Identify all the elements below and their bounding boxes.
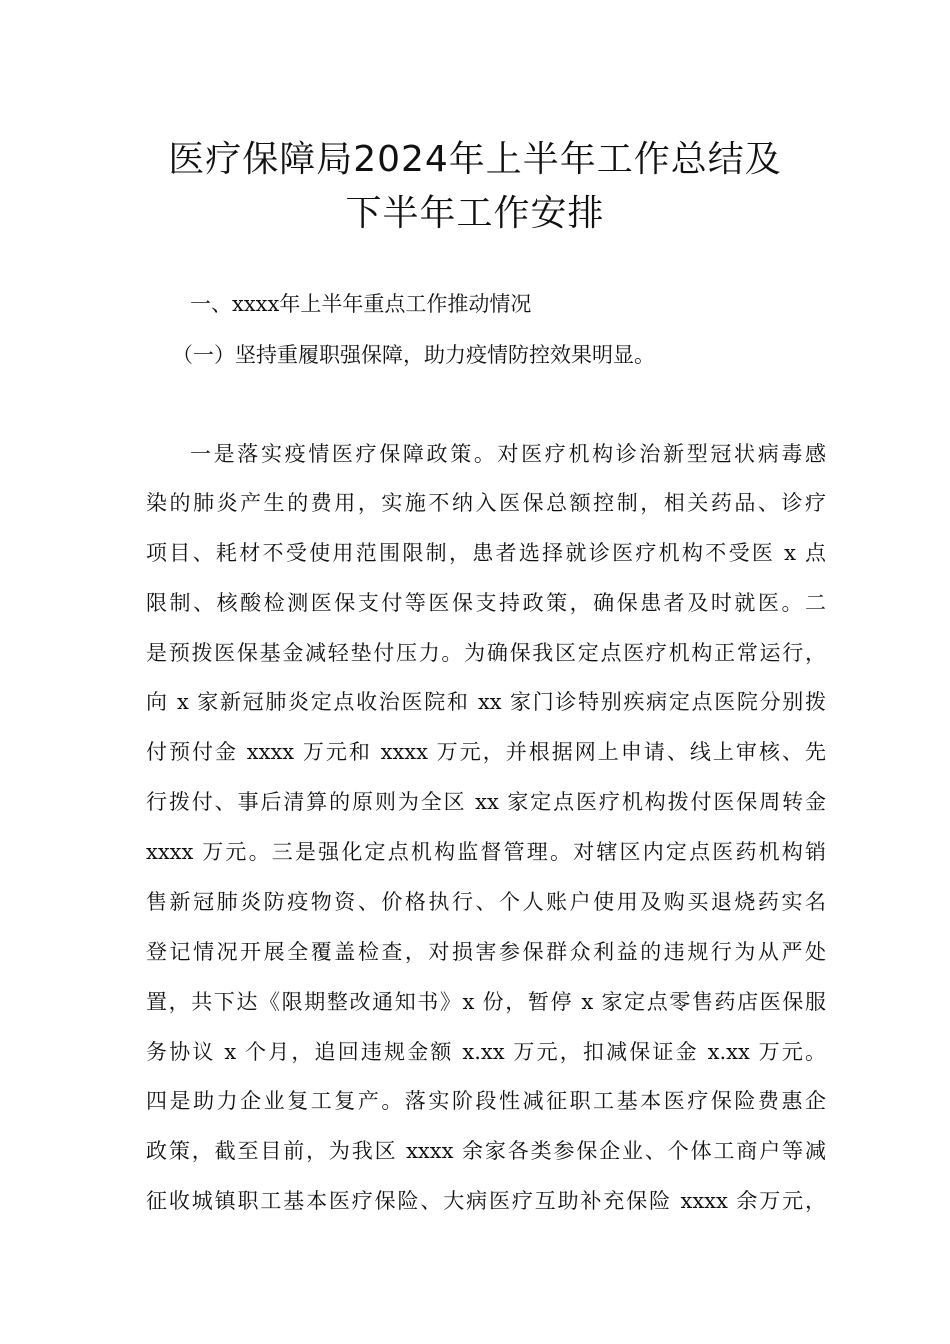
paragraph-line: 行拨付、事后清算的原则为全区 xx 家定点医疗机构拨付医保周转金 [146, 790, 826, 814]
paragraph-line: 付预付金 xxxx 万元和 xxxx 万元，并根据网上申请、线上审核、先 [146, 740, 826, 764]
paragraph-line: 向 x 家新冠肺炎定点收治医院和 xx 家门诊特别疾病定点医院分别拨 [146, 690, 826, 714]
subsection-heading: （一）坚持重履职强保障，助力疫情防控效果明显。 [172, 343, 655, 367]
paragraph-line: xxxx 万元。三是强化定点机构监督管理。对辖区内定点医药机构销 [146, 840, 826, 864]
paragraph-line: 政策，截至目前，为我区 xxxx 余家各类参保企业、个体工商户等减 [146, 1139, 826, 1163]
paragraph-line: 是预拨医保基金减轻垫付压力。为确保我区定点医疗机构正常运行， [146, 641, 826, 665]
paragraph-line: 限制、核酸检测医保支付等医保支持政策，确保患者及时就医。二 [146, 591, 826, 615]
section-heading: 一、xxxx年上半年重点工作推动情况 [190, 292, 532, 316]
paragraph-line: 登记情况开展全覆盖检查，对损害参保群众利益的违规行为从严处 [146, 940, 826, 964]
paragraph-line: 置，共下达《限期整改通知书》x 份，暂停 x 家定点零售药店医保服 [146, 990, 826, 1014]
paragraph-line: 售新冠肺炎防疫物资、价格执行、个人账户使用及购买退烧药实名 [146, 890, 826, 914]
paragraph-line: 染的肺炎产生的费用，实施不纳入医保总额控制，相关药品、诊疗 [146, 491, 826, 515]
document-title-line-2: 下半年工作安排 [345, 193, 605, 234]
paragraph-line: 征收城镇职工基本医疗保险、大病医疗互助补充保险 xxxx 余万元， [146, 1189, 826, 1213]
paragraph-line: 一是落实疫情医疗保障政策。对医疗机构诊治新型冠状病毒感 [190, 442, 826, 466]
document-title-line-1: 医疗保障局2024年上半年工作总结及 [168, 139, 782, 180]
paragraph-line: 务协议 x 个月，追回违规金额 x.xx 万元，扣减保证金 x.xx 万元。 [146, 1040, 826, 1064]
paragraph-line: 四是助力企业复工复产。落实阶段性减征职工基本医疗保险费惠企 [146, 1089, 826, 1113]
paragraph-line: 项目、耗材不受使用范围限制，患者选择就诊医疗机构不受医 x 点 [146, 541, 826, 565]
